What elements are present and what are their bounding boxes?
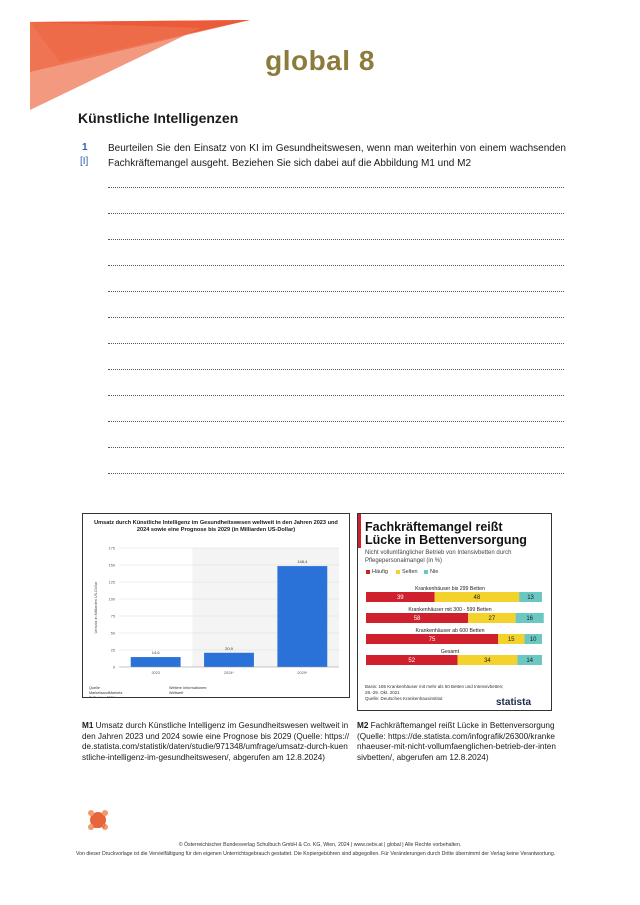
oebv-logo-text: öbv xyxy=(93,823,106,830)
m1-caption-label: M1 xyxy=(82,721,94,730)
m2-chart-title: Fachkräftemangel reißt Lücke in Bettenversorgung xyxy=(365,520,527,547)
m1-bar xyxy=(131,657,181,667)
m1-xtick-label: 2029* xyxy=(297,671,308,675)
m2-segment-value: 13 xyxy=(527,595,534,601)
m1-more-info: Weitere Informationen: Weltweit xyxy=(169,686,208,695)
m1-bar-value: 20,9 xyxy=(225,645,233,651)
answer-line[interactable] xyxy=(108,447,564,448)
m1-ylabel: Umsatz in Milliarden US-Dollar xyxy=(94,581,98,634)
m2-note: Basis: 186 Krankenhäuser mit mehr als 50 Betten und Intensivbetten; 28.-29. Okt. 2021 Quelle: Deutsches Krankenhausinstitut xyxy=(365,684,504,701)
m2-caption-text: Fachkräftemangel reißt Lücke in Bettenversorgung (Quelle: https://de.statista.com/infografik/26300/krankenhaeuser-mit-nicht-vollumfaenglichen-betrieb-der-intensivbetten/, abgerufen am 12.8.2024) xyxy=(357,721,556,762)
answer-line[interactable] xyxy=(108,291,564,292)
m2-segment-value: 14 xyxy=(526,658,534,664)
m1-ytick-label: 50 xyxy=(110,631,115,636)
m1-bar-value: 14,6 xyxy=(151,650,160,656)
m2-segment-value: 48 xyxy=(473,595,481,601)
m2-segment-value: 16 xyxy=(526,616,534,622)
answer-line[interactable] xyxy=(108,421,564,422)
m2-segment-value: 75 xyxy=(428,637,436,643)
brand-title: global 8 xyxy=(265,45,375,76)
answer-line[interactable] xyxy=(108,239,564,240)
m2-segment-value: 58 xyxy=(413,616,421,622)
m2-segment-value: 34 xyxy=(484,658,491,664)
m1-bar-chart xyxy=(83,514,349,697)
answer-line[interactable] xyxy=(108,343,564,344)
m1-ytick-label: 175 xyxy=(108,546,115,551)
m2-legend-nie: Nie xyxy=(424,569,438,575)
answer-line[interactable] xyxy=(108,395,564,396)
answer-line[interactable] xyxy=(108,317,564,318)
answer-line[interactable] xyxy=(108,265,564,266)
m1-ytick-label: 150 xyxy=(108,563,115,568)
m1-ytick-label: 75 xyxy=(110,614,115,619)
m1-ytick-label: 25 xyxy=(110,648,115,653)
m1-caption-text: Umsatz durch Künstliche Intelligenz im Gesundheitswesen weltweit in den Jahren 2023 und 2024 sowie eine Prognose bis 2029 (Quelle: https://de.statista.com/statistik/daten/studie/971348/umfrage/umsatz-durch-kuenstliche-intelligenz-im-gesundheitswesen/, abgerufen am 12.8.2024) xyxy=(82,721,350,762)
topic-heading: Künstliche Intelligenzen xyxy=(78,110,239,126)
m2-segment-value: 15 xyxy=(507,637,515,643)
m2-caption xyxy=(357,721,557,763)
m2-group-label: Gesamt xyxy=(440,649,460,655)
footer-copyright: © Österreichischer Bundesverlag Schulbuch GmbH & Co. KG, Wien, 2024 | www.oebv.at | global | Alle Rechte vorbehalten. xyxy=(178,842,462,848)
m2-segment-value: 39 xyxy=(396,595,404,601)
m2-stacked-bar-chart xyxy=(358,514,551,710)
statista-logo: statista xyxy=(496,697,532,708)
m2-segment-value: 10 xyxy=(529,637,537,643)
task-number: 1 xyxy=(82,142,88,153)
m1-bar xyxy=(277,566,327,667)
m2-segment-value: 27 xyxy=(488,616,496,622)
m1-ytick-label: 0 xyxy=(112,665,115,670)
answer-line[interactable] xyxy=(108,187,564,188)
m1-chart-title: Umsatz durch Künstliche Intelligenz im Gesundheitswesen weltweit in den Jahren 2023 und 2024 sowie eine Prognose bis 2029 (in Milliarden US-Dollar) xyxy=(94,520,338,533)
footer-disclaimer: Von dieser Druckvorlage ist die Vervielfältigung für den eigenen Unterrichtsgebrauch gestattet. Die Kopiergebühren sind abgegolten. Für Veränderungen durch Dritte übernimmt der Verlag keine Verantwortung. xyxy=(76,851,556,857)
m1-xtick-label: 2024* xyxy=(224,671,234,675)
m2-caption-label: M2 xyxy=(357,721,369,730)
m2-group-label: Krankenhäuser ab 600 Betten xyxy=(415,628,485,634)
figure-m2 xyxy=(357,513,552,711)
m1-source: Quelle MarketsandMarkets © Statista 2024 xyxy=(89,686,123,698)
m2-legend-haeufig: Häufig xyxy=(366,569,388,575)
m2-group-label: Krankenhäuser bis 299 Betten xyxy=(415,586,485,592)
m2-chart-subtitle: Nicht vollumfänglicher Betrieb von Intensivbetten durch Pflegepersonalmangel (in %) xyxy=(365,550,512,564)
m1-bar-value: 148,4 xyxy=(297,559,308,565)
answer-line[interactable] xyxy=(108,213,564,214)
answer-line[interactable] xyxy=(108,473,564,474)
figure-m1 xyxy=(82,513,350,698)
task-level: [I] xyxy=(80,156,89,167)
m1-caption xyxy=(82,721,350,763)
m1-ytick-label: 100 xyxy=(108,597,115,602)
m2-segment-value: 52 xyxy=(408,658,416,664)
m1-ytick-label: 125 xyxy=(108,580,115,585)
m1-bar xyxy=(204,653,254,667)
m2-group-label: Krankenhäuser mit 300 - 599 Betten xyxy=(408,607,492,613)
task-text: Beurteilen Sie den Einsatz von KI im Gesundheitswesen, wenn man weiterhin von einem wachsenden Fachkräftemangel ausgeht. Beziehen Sie sich dabei auf die Abbildung M1 und M2 xyxy=(108,143,566,169)
m1-xtick-label: 2023 xyxy=(151,671,160,675)
m2-legend-selten: Selten xyxy=(396,569,418,575)
answer-line[interactable] xyxy=(108,369,564,370)
